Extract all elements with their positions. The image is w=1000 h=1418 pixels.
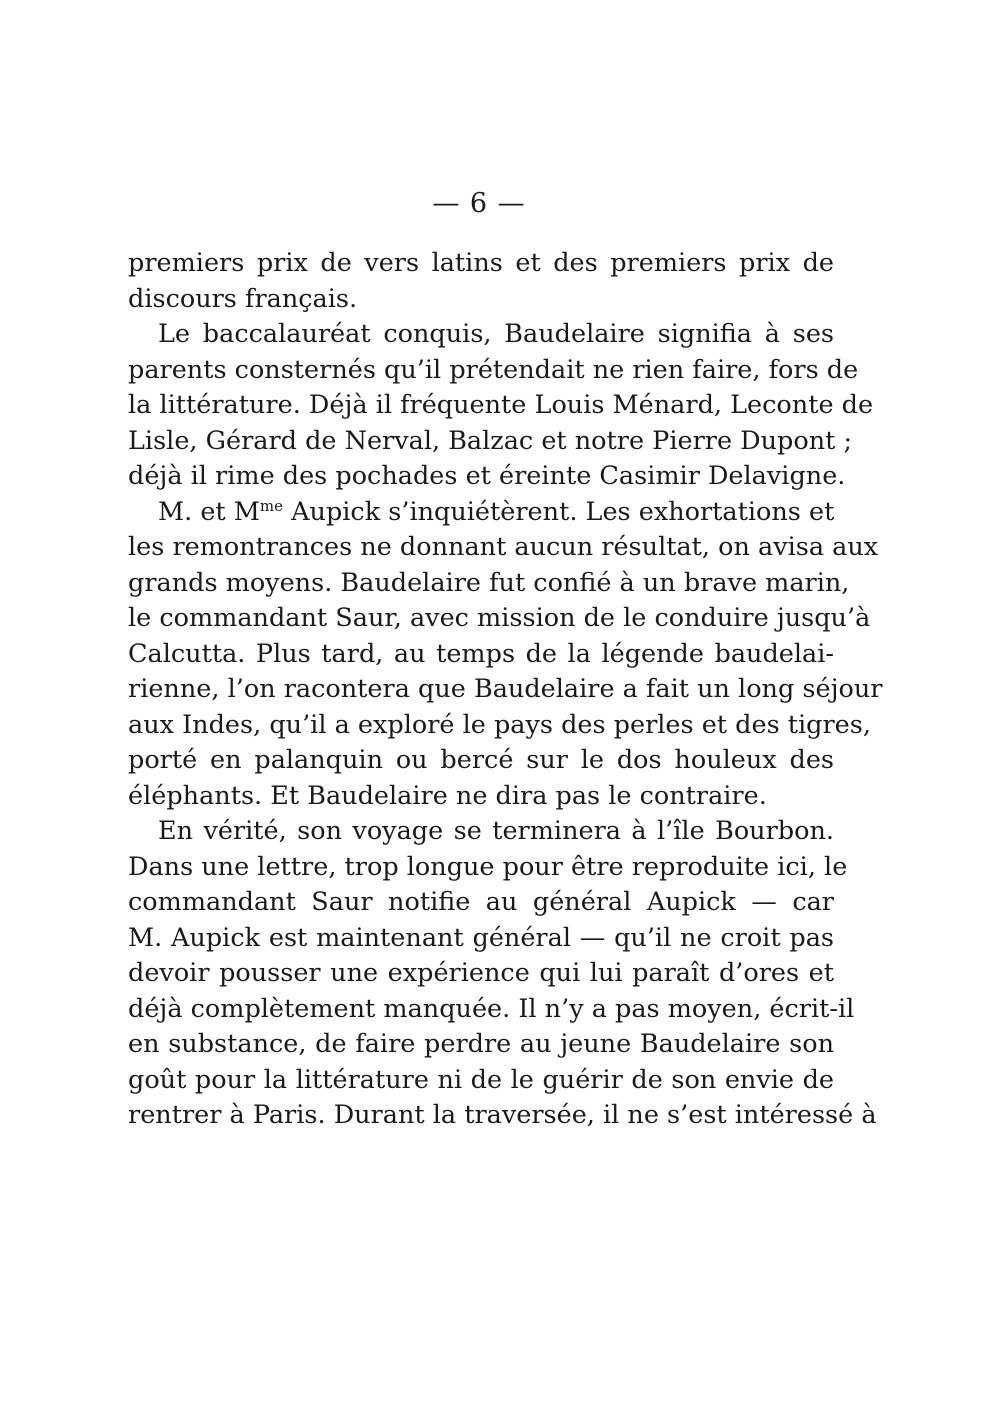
text-line: en substance, de faire perdre au jeune Baudelaire son [128, 1029, 834, 1059]
text-line: aux Indes, qu’il a exploré le pays des perles et des tigres, [128, 709, 871, 740]
text-line: goût pour la littérature ni de le guérir de son envie de [128, 1064, 834, 1095]
text-line: M. Aupick est maintenant général — qu’il ne croit pas [128, 922, 834, 953]
text-line: commandant Saur notifie au général Aupick — car [128, 887, 834, 917]
text-line: porté en palanquin ou bercé sur le dos houleux des [128, 745, 834, 775]
page-number: — 6 — [432, 188, 526, 219]
text-line-start: M. et M [158, 496, 260, 527]
text-line: rienne, l’on racontera que Baudelaire a fait un long séjour [128, 674, 883, 704]
text-line: Calcutta. Plus tard, au temps de la légende baudelai- [128, 638, 834, 669]
text-line: En vérité, son voyage se terminera à l’île Bourbon. [158, 816, 834, 846]
text-line: le commandant Saur, avec mission de le conduire jusqu’à [128, 603, 871, 633]
text-line: éléphants. Et Baudelaire ne dira pas le contraire. [128, 780, 767, 811]
text-line: devoir pousser une expérience qui lui paraît d’ores et [128, 958, 834, 988]
text-line [128, 495, 834, 531]
text-line: Lisle, Gérard de Nerval, Balzac et notre Pierre Dupont ; [128, 425, 853, 456]
text-line: discours français. [128, 283, 358, 314]
text-line: Le baccalauréat conquis, Baudelaire signifia à ses [158, 319, 834, 349]
text-line: rentrer à Paris. Durant la traversée, il ne s’est intéressé à [128, 1100, 877, 1130]
text-line: Dans une lettre, trop longue pour être reproduite ici, le [128, 851, 848, 882]
text-line: la littérature. Déjà il fréquente Louis Ménard, Leconte de [128, 390, 874, 420]
text-line: parents consternés qu’il prétendait ne rien faire, fors de [128, 354, 859, 385]
body-text [128, 246, 883, 1134]
text-line: déjà il rime des pochades et éreinte Casimir Delavigne. [128, 461, 846, 491]
superscript-abbreviation: me [259, 496, 283, 515]
text-line: les remontrances ne donnant aucun résultat, on avisa aux [128, 532, 879, 562]
text-line: déjà complètement manquée. Il n’y a pas moyen, écrit-il [128, 993, 855, 1024]
text-line: grands moyens. Baudelaire fut confié à un brave marin, [128, 567, 850, 598]
text-line: premiers prix de vers latins et des premiers prix de [128, 248, 834, 278]
text-line-end: Aupick s’inquiétèrent. Les exhortations et [283, 496, 835, 527]
